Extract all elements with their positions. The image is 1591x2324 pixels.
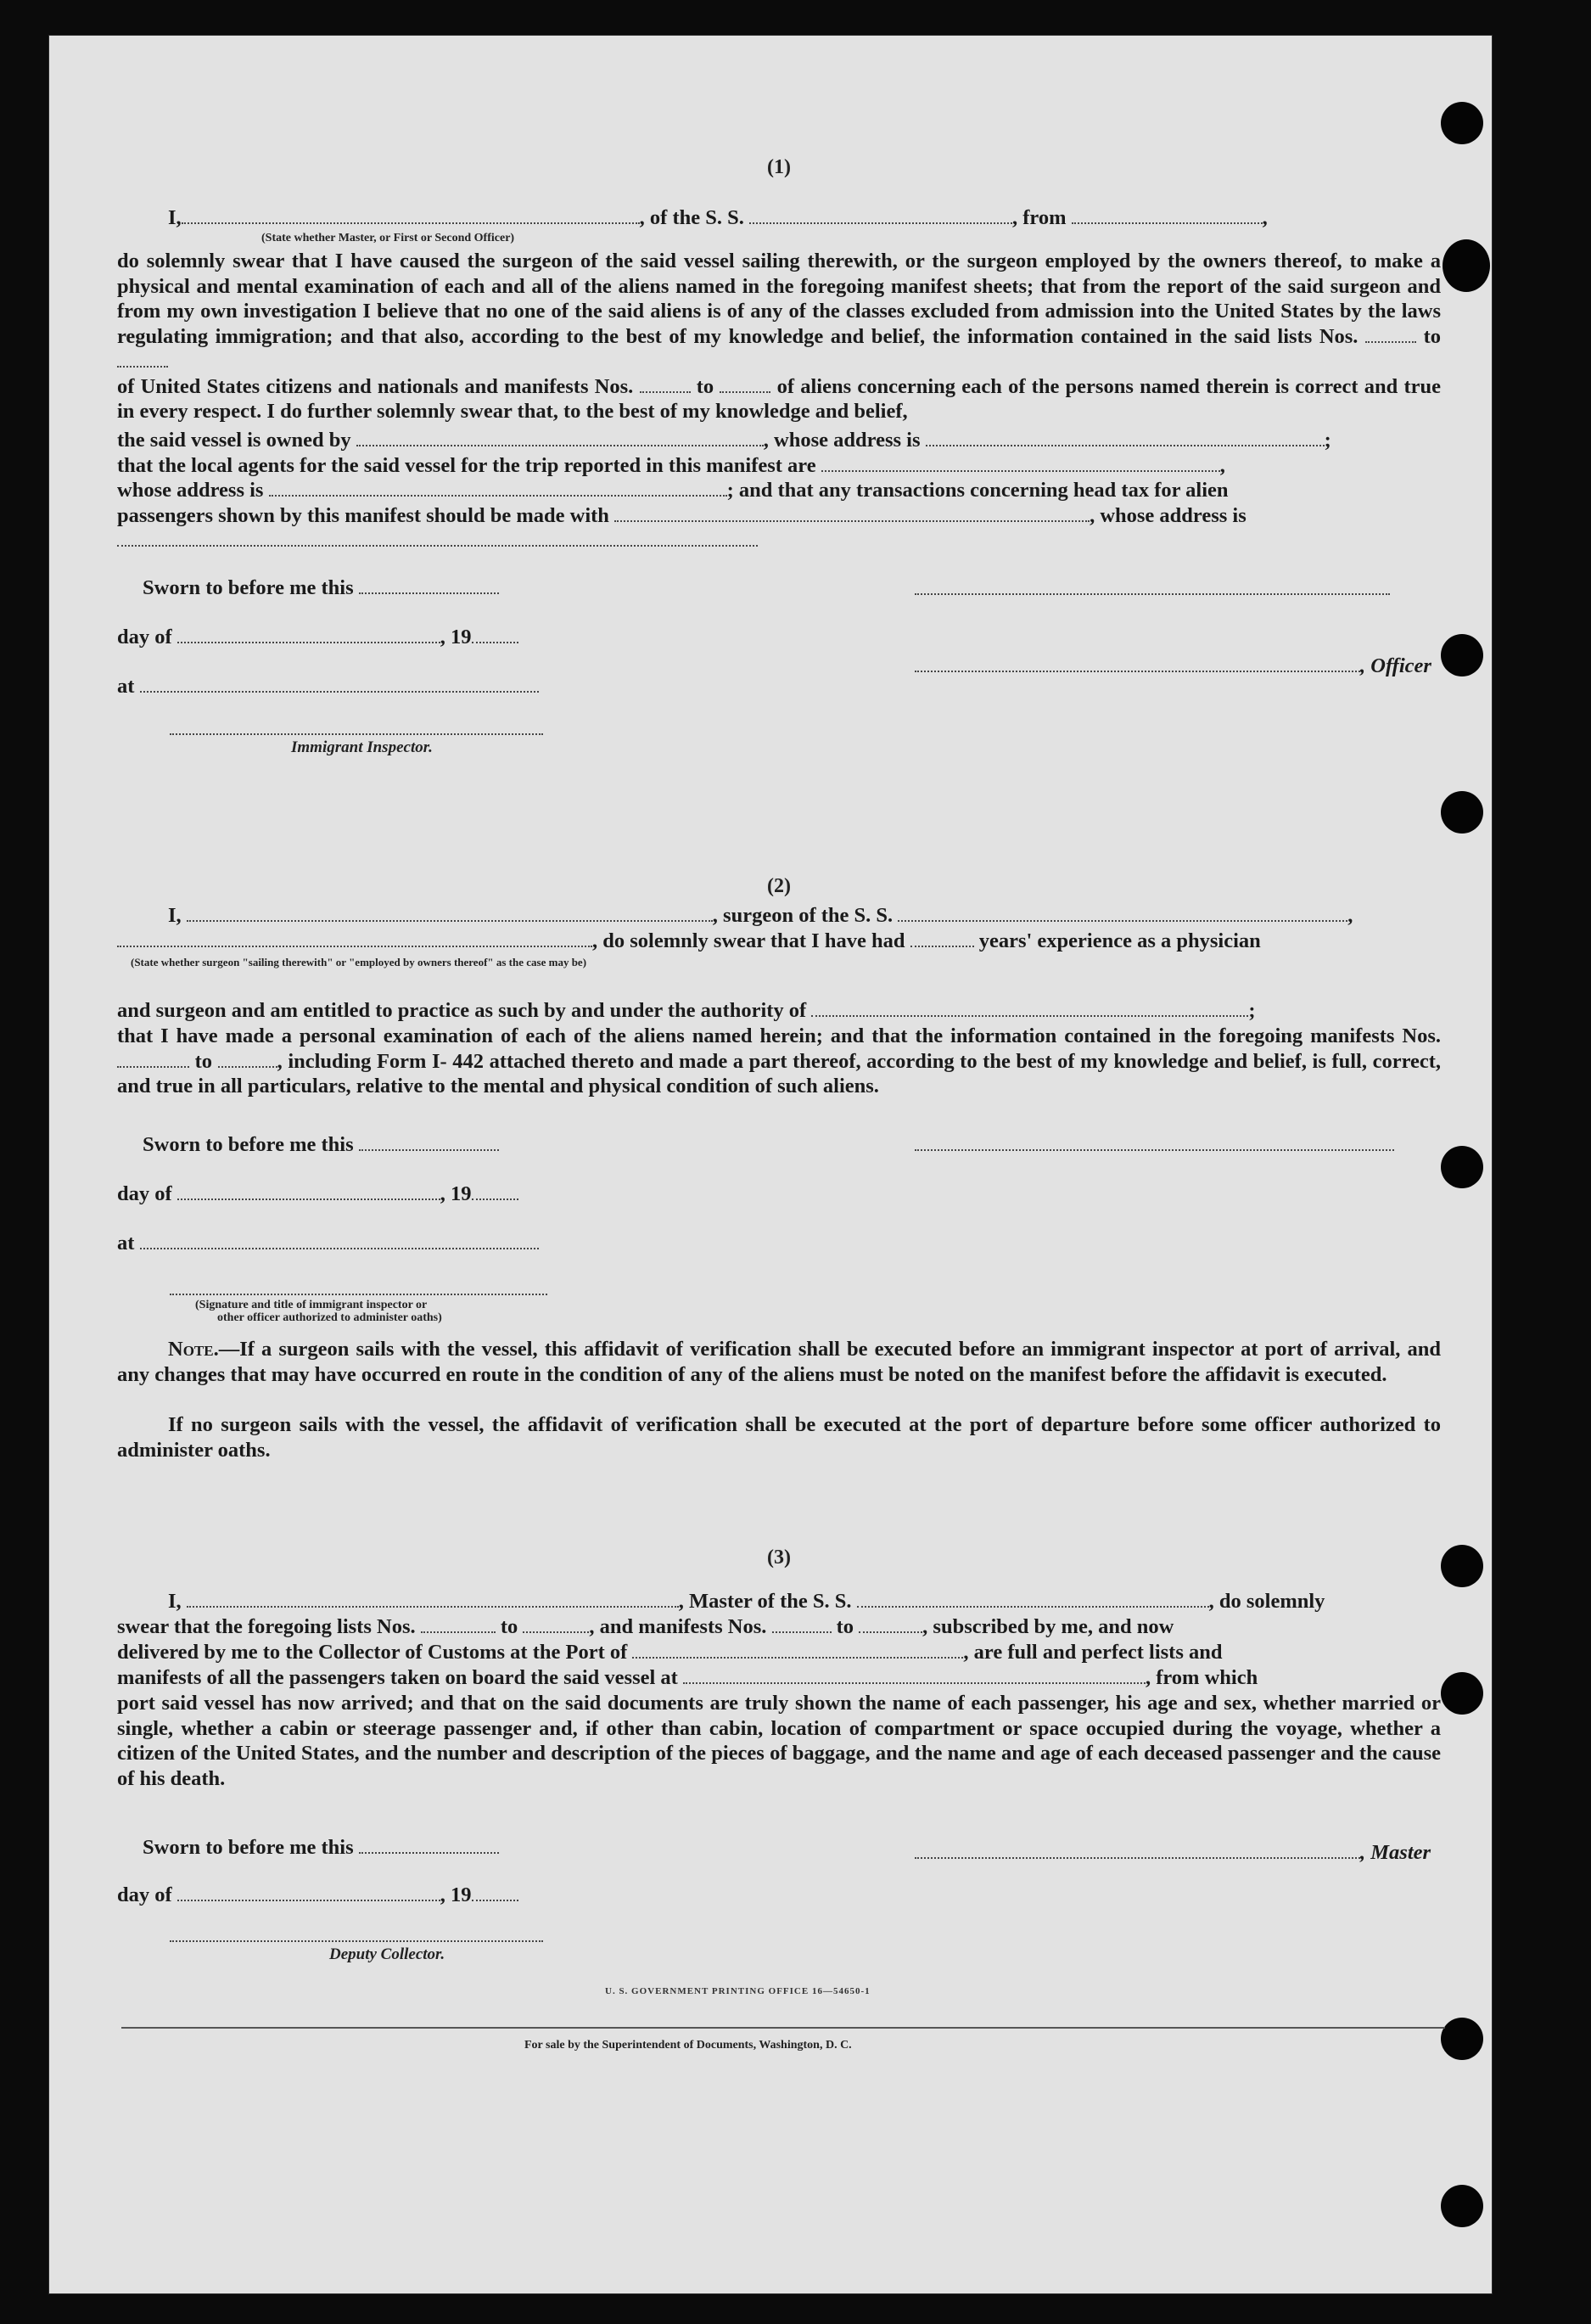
sworn-date-field[interactable] xyxy=(359,577,499,594)
owner-line: the said vessel is owned by , whose address is ; xyxy=(117,429,1331,452)
field-caption: (State whether surgeon "sailing therewith" or "employed by owners thereof" as the case may be) xyxy=(131,956,587,968)
year-field[interactable] xyxy=(472,626,518,643)
master-line: I, , of the S. S. , from , xyxy=(168,206,1268,229)
place-field[interactable] xyxy=(140,1232,539,1249)
boarding-port-field[interactable] xyxy=(683,1667,1146,1684)
officer-line: , Officer xyxy=(915,654,1441,679)
signature-caption-2: other officer authorized to administer oaths) xyxy=(217,1311,442,1324)
surgeon-line: I, , surgeon of the S. S. , xyxy=(168,904,1353,927)
agents-address-field[interactable] xyxy=(269,480,727,497)
surgeon-ship-field[interactable] xyxy=(898,905,1347,922)
master-signature-field[interactable] xyxy=(915,592,1390,595)
manifests-from-field[interactable] xyxy=(640,376,691,393)
experience-line: , do solemnly swear that I have had years' experience as a physician xyxy=(117,929,1441,954)
punch-hole xyxy=(1441,2185,1483,2227)
punch-hole xyxy=(1441,634,1483,676)
officer-title-field[interactable] xyxy=(182,207,640,224)
day-line: day of , 19 xyxy=(117,1883,1441,1908)
punch-hole xyxy=(1441,1672,1483,1715)
authority-field[interactable] xyxy=(811,1000,1248,1017)
master-line: I, , Master of the S. S. , do solemnly xyxy=(168,1590,1325,1613)
year-field[interactable] xyxy=(472,1884,518,1901)
sworn-line: Sworn to before me this xyxy=(117,1132,1441,1158)
inspector-signature-field[interactable] xyxy=(170,732,543,735)
ship-name-field[interactable] xyxy=(749,207,1012,224)
surgeon-type-field[interactable] xyxy=(117,930,592,947)
sworn-line: Sworn to before me this xyxy=(117,575,1441,601)
master-name-field[interactable] xyxy=(187,1591,679,1608)
master-signature-field[interactable] xyxy=(915,1842,1360,1859)
lists-from-field[interactable] xyxy=(1365,326,1416,343)
agents-line: that the local agents for the said vessel for the trip reported in this manifest are , xyxy=(117,454,1225,477)
lists-to-field[interactable] xyxy=(117,351,168,368)
at-line: at xyxy=(117,1231,1441,1256)
port-field[interactable] xyxy=(632,1642,963,1659)
authority-line: and surgeon and am entitled to practice as such by and under the authority of ; xyxy=(117,999,1256,1022)
years-field[interactable] xyxy=(910,930,974,947)
lists-line: swear that the foregoing lists Nos. to , and manifests Nos. to , subscribed by me, and now xyxy=(117,1615,1174,1638)
field-caption: (State whether Master, or First or Second Officer) xyxy=(261,232,515,244)
footer-rule xyxy=(121,2027,1445,2029)
punch-hole xyxy=(1441,2018,1483,2060)
signature-caption-1: (Signature and title of immigrant inspector or xyxy=(195,1299,428,1311)
year-field[interactable] xyxy=(472,1183,518,1200)
owner-address-field[interactable] xyxy=(926,429,1325,446)
punch-hole xyxy=(1443,239,1490,292)
punch-hole xyxy=(1441,1146,1483,1188)
month-field[interactable] xyxy=(177,626,440,643)
print-office-imprint: U. S. GOVERNMENT PRINTING OFFICE 16—54650-1 xyxy=(605,1986,871,1996)
punch-hole xyxy=(1441,1545,1483,1587)
for-sale-notice: For sale by the Superintendent of Documents, Washington, D. C. xyxy=(524,2039,852,2052)
surgeon-name-field[interactable] xyxy=(187,905,713,922)
oath-paragraph: do solemnly swear that I have caused the surgeon of the said vessel sailing therewith, or the surgeon employed by the owners thereof, to make a physical and mental examination of each and all of the aliens named in the foregoing manifest sheets; that from the report of the said surgeon and from my own investigation I believe that no one of the said aliens is of any of the classes excluded from admission into the United States by the laws regulating immigration; and that also, according to the best of my knowledge and belief, the information contained in the said lists Nos. to of United States citizens and nationals and manifests Nos. to of aliens concerning each of the persons named therein is correct and true in every respect. I do further solemnly swear that, to the best of my knowledge and belief, xyxy=(117,250,1442,423)
inspector-signature-field[interactable] xyxy=(170,1292,547,1295)
day-line: day of , 19 xyxy=(117,1182,1441,1207)
owner-field[interactable] xyxy=(356,429,764,446)
passengers-paragraph: port said vessel has now arrived; and that on the said documents are truly shown the name of each passenger, his age and sex, whether married or single, whether a cabin or steerage passenger and, if other than cabin, location of compartment or space occupied during the voyage, whether a citizen of the United States, and the number and description of the pieces of baggage, and the name and age of each deceased passenger and the cause of his death. xyxy=(117,1692,1441,1790)
day-line: day of , 19 xyxy=(117,625,1441,650)
note-paragraph-2: If no surgeon sails with the vessel, the affidavit of verification shall be executed at the port of departure before some officer authorized to administer oaths. xyxy=(117,1413,1441,1462)
collector-caption: Deputy Collector. xyxy=(329,1945,445,1963)
section-heading: (1) xyxy=(767,156,791,178)
officer-signature-field[interactable] xyxy=(915,655,1360,672)
agents-address-line: whose address is ; and that any transactions concerning head tax for alien xyxy=(117,479,1229,502)
ship-name-field[interactable] xyxy=(857,1591,1209,1608)
note-paragraph: Note.—If a surgeon sails with the vessel, this affidavit of verification shall be executed before an immigrant inspector at port of arrival, and any changes that may have occurred en route in the condition of any of the aliens must be noted on the manifest before the affidavit is executed. xyxy=(117,1338,1441,1386)
collector-signature-field[interactable] xyxy=(170,1939,543,1942)
from-port-field[interactable] xyxy=(1072,207,1263,224)
surgeon-signature-field[interactable] xyxy=(915,1148,1394,1151)
manifests-to-field[interactable] xyxy=(218,1051,277,1068)
sworn-date-field[interactable] xyxy=(359,1837,499,1854)
sworn-line: Sworn to before me this xyxy=(117,1835,1441,1861)
port-line: delivered by me to the Collector of Customs at the Port of , are full and perfect lists and xyxy=(117,1641,1223,1664)
manifests-to-field[interactable] xyxy=(859,1616,922,1633)
place-field[interactable] xyxy=(140,676,539,693)
section-heading: (2) xyxy=(767,875,791,897)
manifests-from-field[interactable] xyxy=(772,1616,832,1633)
punch-hole xyxy=(1441,791,1483,834)
manifests-from-field[interactable] xyxy=(117,1051,189,1068)
month-field[interactable] xyxy=(177,1884,440,1901)
boarding-line: manifests of all the passengers taken on board the said vessel at , from which xyxy=(117,1666,1258,1689)
punch-hole xyxy=(1441,102,1483,144)
document-page xyxy=(49,36,1492,2293)
head-tax-contact-field[interactable] xyxy=(614,505,1090,522)
lists-to-field[interactable] xyxy=(523,1616,589,1633)
month-field[interactable] xyxy=(177,1183,440,1200)
head-tax-line: passengers shown by this manifest should be made with , whose address is xyxy=(117,504,1246,527)
head-tax-address-field[interactable] xyxy=(117,543,758,547)
master-sign-line: , Master xyxy=(915,1840,1441,1866)
at-line: at xyxy=(117,674,1441,699)
manifests-to-field[interactable] xyxy=(720,376,770,393)
lists-from-field[interactable] xyxy=(421,1616,496,1633)
sworn-date-field[interactable] xyxy=(359,1134,499,1151)
inspector-caption: Immigrant Inspector. xyxy=(291,738,433,756)
examination-paragraph: that I have made a personal examination of each of the aliens named herein; and that the information contained in the foregoing manifests Nos. to , including Form I- 442 attached thereto and made a part thereof, according to the best of my knowledge and belief, is full, correct, and true in all particulars, relative to the mental and physical condition of such aliens. xyxy=(117,1024,1442,1097)
section-heading: (3) xyxy=(767,1547,791,1569)
agents-field[interactable] xyxy=(821,455,1220,472)
